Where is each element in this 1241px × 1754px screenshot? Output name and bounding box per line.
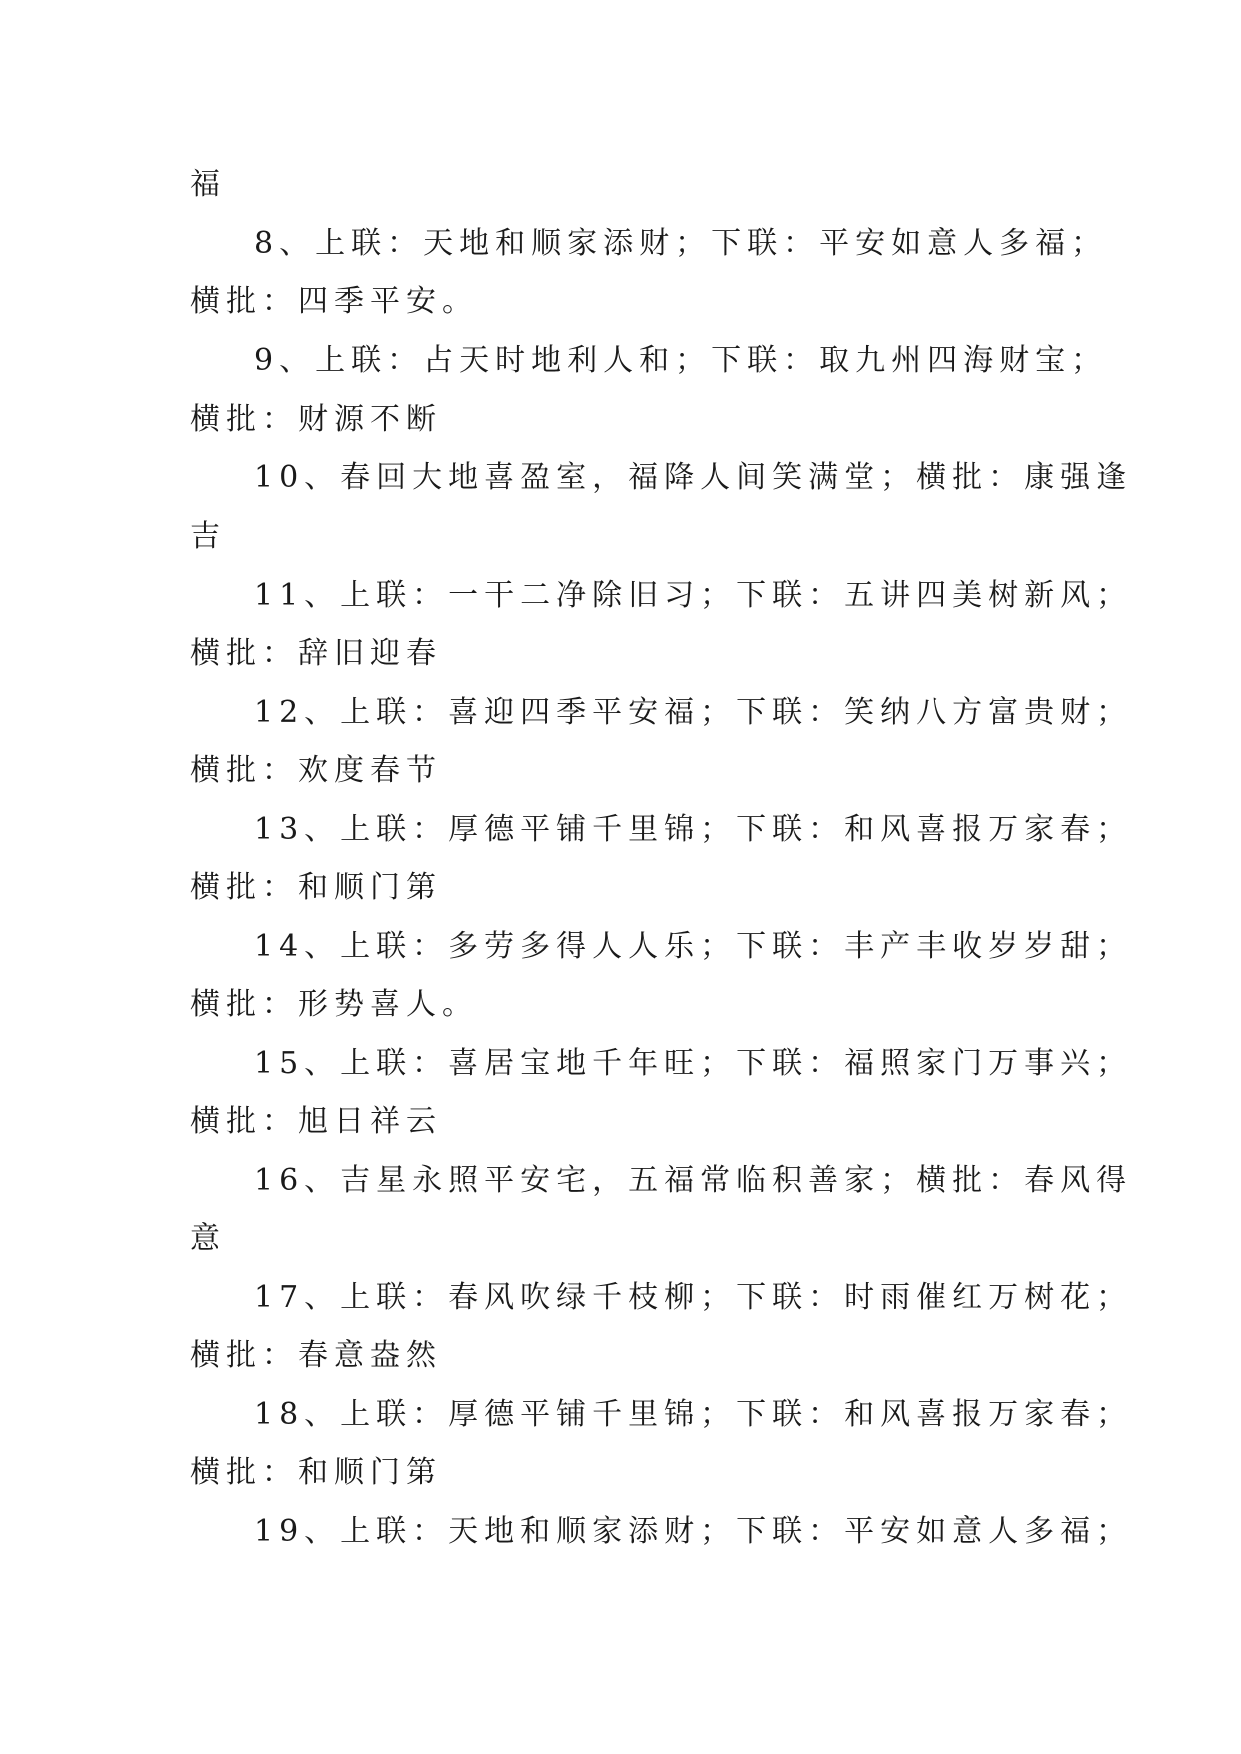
text-line: 12、上联：喜迎四季平安福；下联：笑纳八方富贵财； xyxy=(254,695,1133,730)
text-line: 横批：财源不断 xyxy=(190,402,442,437)
text-line: 意 xyxy=(190,1221,226,1256)
text-line: 9、上联：占天时地利人和；下联：取九州四海财宝； xyxy=(254,343,1108,378)
text-line: 16、吉星永照平安宅，五福常临积善家；横批：春风得 xyxy=(254,1163,1133,1198)
text-line: 横批：旭日祥云 xyxy=(190,1104,442,1139)
text-line: 13、上联：厚德平铺千里锦；下联：和风喜报万家春； xyxy=(254,812,1133,847)
text-line: 18、上联：厚德平铺千里锦；下联：和风喜报万家春； xyxy=(254,1397,1133,1432)
text-line: 横批：形势喜人。 xyxy=(190,987,478,1022)
text-line: 10、春回大地喜盈室，福降人间笑满堂；横批：康强逢 xyxy=(254,460,1133,495)
text-line: 8、上联：天地和顺家添财；下联：平安如意人多福； xyxy=(254,226,1108,261)
text-line: 17、上联：春风吹绿千枝柳；下联：时雨催红万树花； xyxy=(254,1280,1133,1315)
text-line: 横批：春意盎然 xyxy=(190,1338,442,1373)
text-line: 吉 xyxy=(190,519,226,554)
text-line: 14、上联：多劳多得人人乐；下联：丰产丰收岁岁甜； xyxy=(254,929,1133,964)
text-line: 横批：辞旧迎春 xyxy=(190,636,442,671)
text-line: 横批：欢度春节 xyxy=(190,753,442,788)
text-line: 横批：四季平安。 xyxy=(190,284,478,319)
text-line: 福 xyxy=(190,167,226,202)
text-line: 19、上联：天地和顺家添财；下联：平安如意人多福； xyxy=(254,1514,1133,1549)
text-line: 横批：和顺门第 xyxy=(190,870,442,905)
text-line: 横批：和顺门第 xyxy=(190,1455,442,1490)
text-line: 11、上联：一干二净除旧习；下联：五讲四美树新风； xyxy=(254,578,1133,613)
text-line: 15、上联：喜居宝地千年旺；下联：福照家门万事兴； xyxy=(254,1046,1133,1081)
